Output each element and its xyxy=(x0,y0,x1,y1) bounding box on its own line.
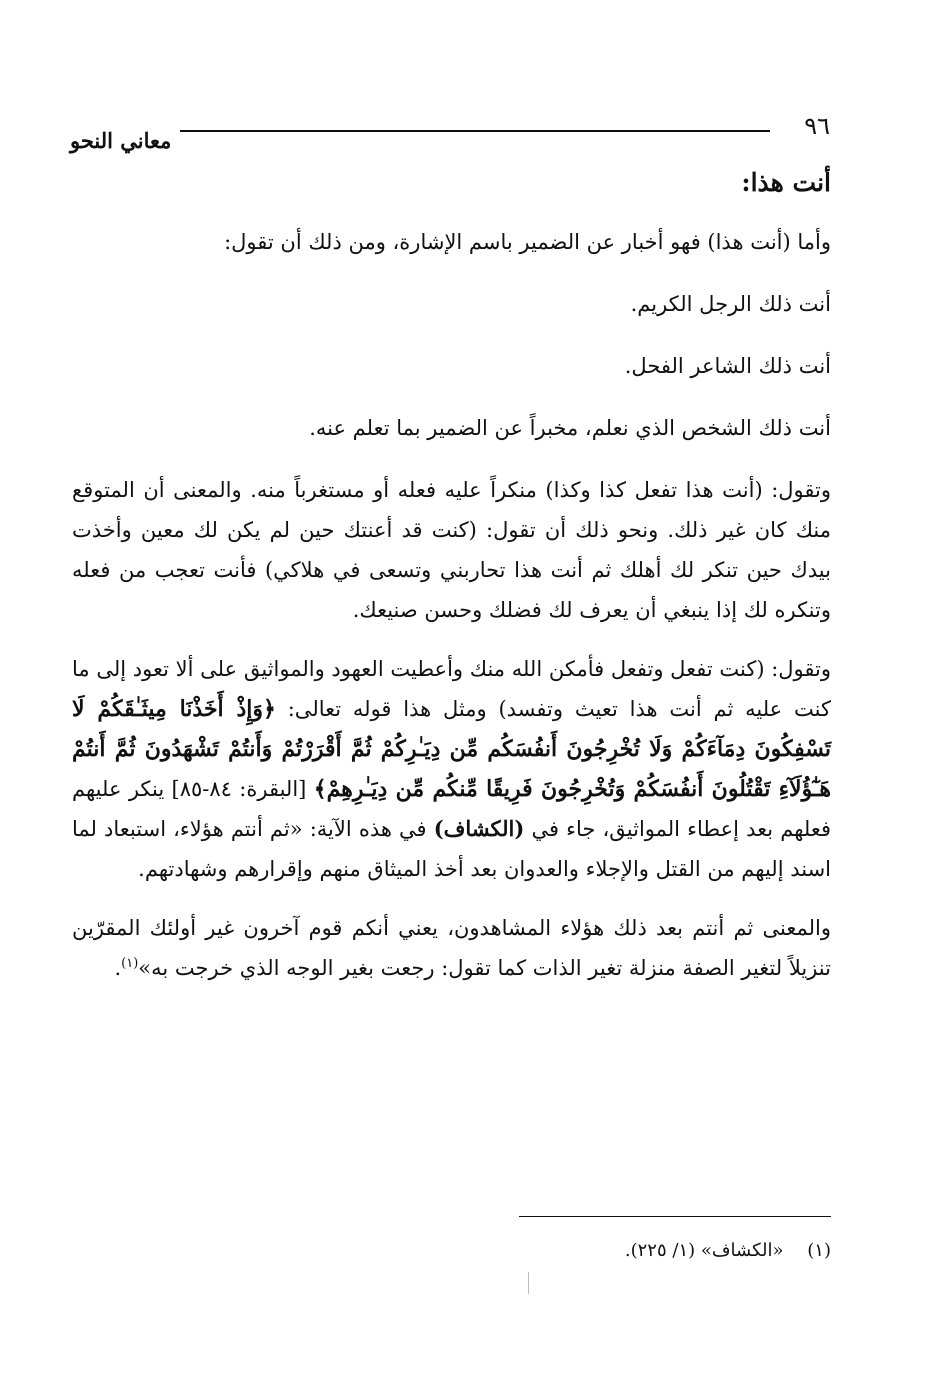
scan-mark xyxy=(528,1272,529,1294)
example-line: أنت ذلك الشاعر الفحل. xyxy=(624,354,831,378)
book-title-kashaf: (الكشاف) xyxy=(433,816,525,841)
paragraph-text: والمعنى ثم أنتم بعد ذلك هؤلاء المشاهدون، يعني أنكم قوم آخرون غير أولئك المقرّين تنزيلاً لتغير الصفة منزلة تغير الذات كما تقول: رجعت بغير الوجه الذي خرجت به» xyxy=(72,916,831,980)
footnote-reference: (١) xyxy=(121,956,139,971)
paragraph-text: في هذه الآية: «ثم أنتم هؤلاء، استبعاد لما اسند إليهم من القتل والإجلاء والعدوان بعد أخذ الميثاق منهم وإقرارهم وشهادتهم. xyxy=(72,817,831,881)
example-line: أنت ذلك الرجل الكريم. xyxy=(630,292,831,316)
section-heading: أنت هذا: xyxy=(741,168,831,197)
running-title: معاني النحو xyxy=(70,128,172,153)
page-number: ٩٦ xyxy=(804,112,830,140)
header-rule xyxy=(180,130,770,132)
footnote-rule xyxy=(519,1216,831,1217)
paragraph-text: وتقول: (كنت تفعل وتفعل فأمكن الله منك وأعطيت العهود والمواثيق على ألا تعود إلى ما كنت عليه ثم أنت هذا تعيث وتفسد) ومثل هذا قوله تعالى: xyxy=(72,657,831,721)
paragraph-text: [البقرة: ٨٤-٨٥] ينكر عليهم فعلهم بعد إعطاء المواثيق، جاء في xyxy=(72,777,832,841)
paragraph-intro: وأما (أنت هذا) فهو أخبار عن الضمير باسم الإشارة، ومن ذلك أن تقول: xyxy=(224,230,831,254)
paragraph-quran-example xyxy=(72,649,831,889)
footnote-text: «الكشاف» (١/ ٢٢٥). xyxy=(624,1240,784,1261)
footnote xyxy=(625,1240,831,1261)
example-line: أنت ذلك الشخص الذي نعلم، مخبراً عن الضمير بما تعلم عنه. xyxy=(309,416,831,440)
page-body xyxy=(72,222,831,1007)
footnote-number: (١) xyxy=(807,1240,831,1261)
quran-verse: ﴿وَإِذْ أَخَذْنَا مِيثَـٰقَكُمْ لَا تَسْفِكُونَ دِمَآءَكُمْ وَلَا تُخْرِجُونَ أَنفُسَكُم مِّن دِيَـٰرِكُمْ ثُمَّ أَقْرَرْتُمْ وَأَنتُمْ تَشْهَدُونَ ثُمَّ أَنتُمْ هَـٰٓؤُلَآءِ تَقْتُلُونَ أَنفُسَكُمْ وَتُخْرِجُونَ فَرِيقًا مِّنكُم مِّن دِيَـٰرِهِمْ﴾ xyxy=(72,696,831,802)
page-header xyxy=(70,112,830,152)
paragraph-conclusion xyxy=(72,908,831,988)
paragraph-explanation: وتقول: (أنت هذا تفعل كذا وكذا) منكراً عليه فعله أو مستغرباً منه. والمعنى أن المتوقع منك كان غير ذلك. ونحو ذلك أن تقول: (كنت قد أعنتك حين لم يكن لك معين وأخذت بيدك حين تنكر لك أهلك ثم أنت هذا تحاربني وتسعى في هلاكي) فأنت تعجب من فعله وتنكره لك إذا ينبغي أن يعرف لك فضلك وحسن صنيعك. xyxy=(72,478,831,622)
paragraph-end: . xyxy=(114,956,122,980)
